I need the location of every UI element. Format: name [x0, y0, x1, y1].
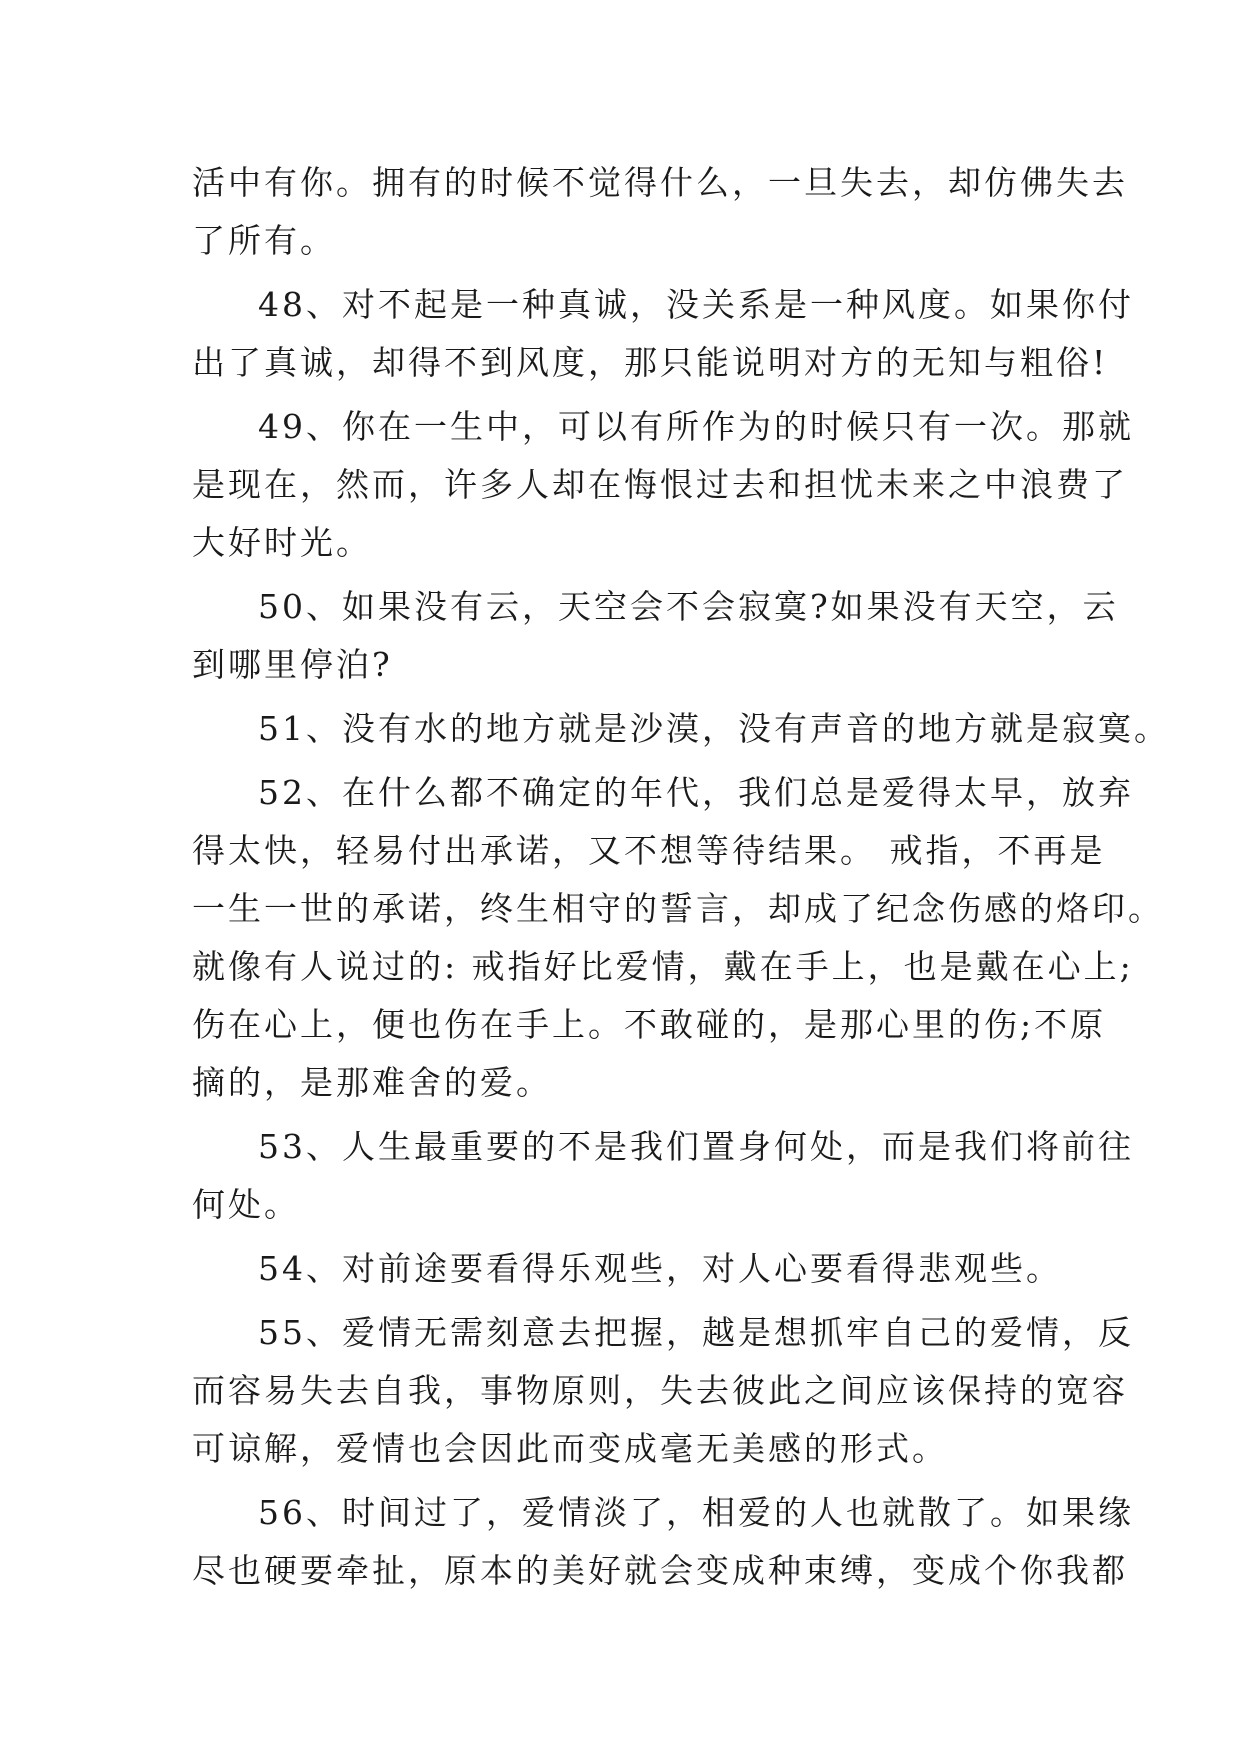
text-line: 就像有人说过的: 戒指好比爱情，戴在手上，也是戴在心上; [192, 947, 1134, 986]
text-line: 了所有。 [192, 221, 336, 260]
paragraph-54-line: 54、对前途要看得乐观些，对人心要看得悲观些。 [258, 1249, 1062, 1288]
text-line: 何处。 [192, 1185, 300, 1224]
paragraph-50-line: 50、如果没有云，天空会不会寂寞?如果没有天空，云 [258, 587, 1119, 626]
text-line: 伤在心上，便也伤在手上。不敢碰的，是那心里的伤;不原 [192, 1005, 1107, 1044]
text-line: 可谅解，爱情也会因此而变成毫无美感的形式。 [192, 1429, 948, 1468]
text-line: 出了真诚，却得不到风度，那只能说明对方的无知与粗俗! [192, 343, 1109, 382]
text-line: 尽也硬要牵扯，原本的美好就会变成种束缚，变成个你我都 [192, 1551, 1128, 1590]
paragraph-52-line: 52、在什么都不确定的年代，我们总是爱得太早，放弃 [258, 773, 1134, 812]
body-text [192, 154, 1170, 1600]
text-line: 而容易失去自我，事物原则，失去彼此之间应该保持的宽容 [192, 1371, 1128, 1410]
paragraph-49-line: 49、你在一生中，可以有所作为的时候只有一次。那就 [258, 407, 1134, 446]
text-line: 得太快，轻易付出承诺，又不想等待结果。 戒指，不再是 [192, 831, 1106, 870]
text-line: 大好时光。 [192, 523, 372, 562]
text-line: 摘的，是那难舍的爱。 [192, 1063, 552, 1102]
paragraph-55-line: 55、爱情无需刻意去把握，越是想抓牢自己的爱情，反 [258, 1313, 1134, 1352]
paragraph-53-line: 53、人生最重要的不是我们置身何处，而是我们将前往 [258, 1127, 1134, 1166]
paragraph-48-line: 48、对不起是一种真诚，没关系是一种风度。如果你付 [258, 285, 1134, 324]
text-line: 到哪里停泊? [192, 645, 393, 684]
paragraph-56-line: 56、时间过了，爱情淡了，相爱的人也就散了。如果缘 [258, 1493, 1134, 1532]
text-line: 是现在，然而，许多人却在悔恨过去和担忧未来之中浪费了 [192, 465, 1128, 504]
paragraph-51-line: 51、没有水的地方就是沙漠，没有声音的地方就是寂寞。 [258, 709, 1170, 748]
text-line: 活中有你。拥有的时候不觉得什么，一旦失去，却仿佛失去 [192, 163, 1128, 202]
text-line: 一生一世的承诺，终生相守的誓言，却成了纪念伤感的烙印。 [192, 889, 1164, 928]
